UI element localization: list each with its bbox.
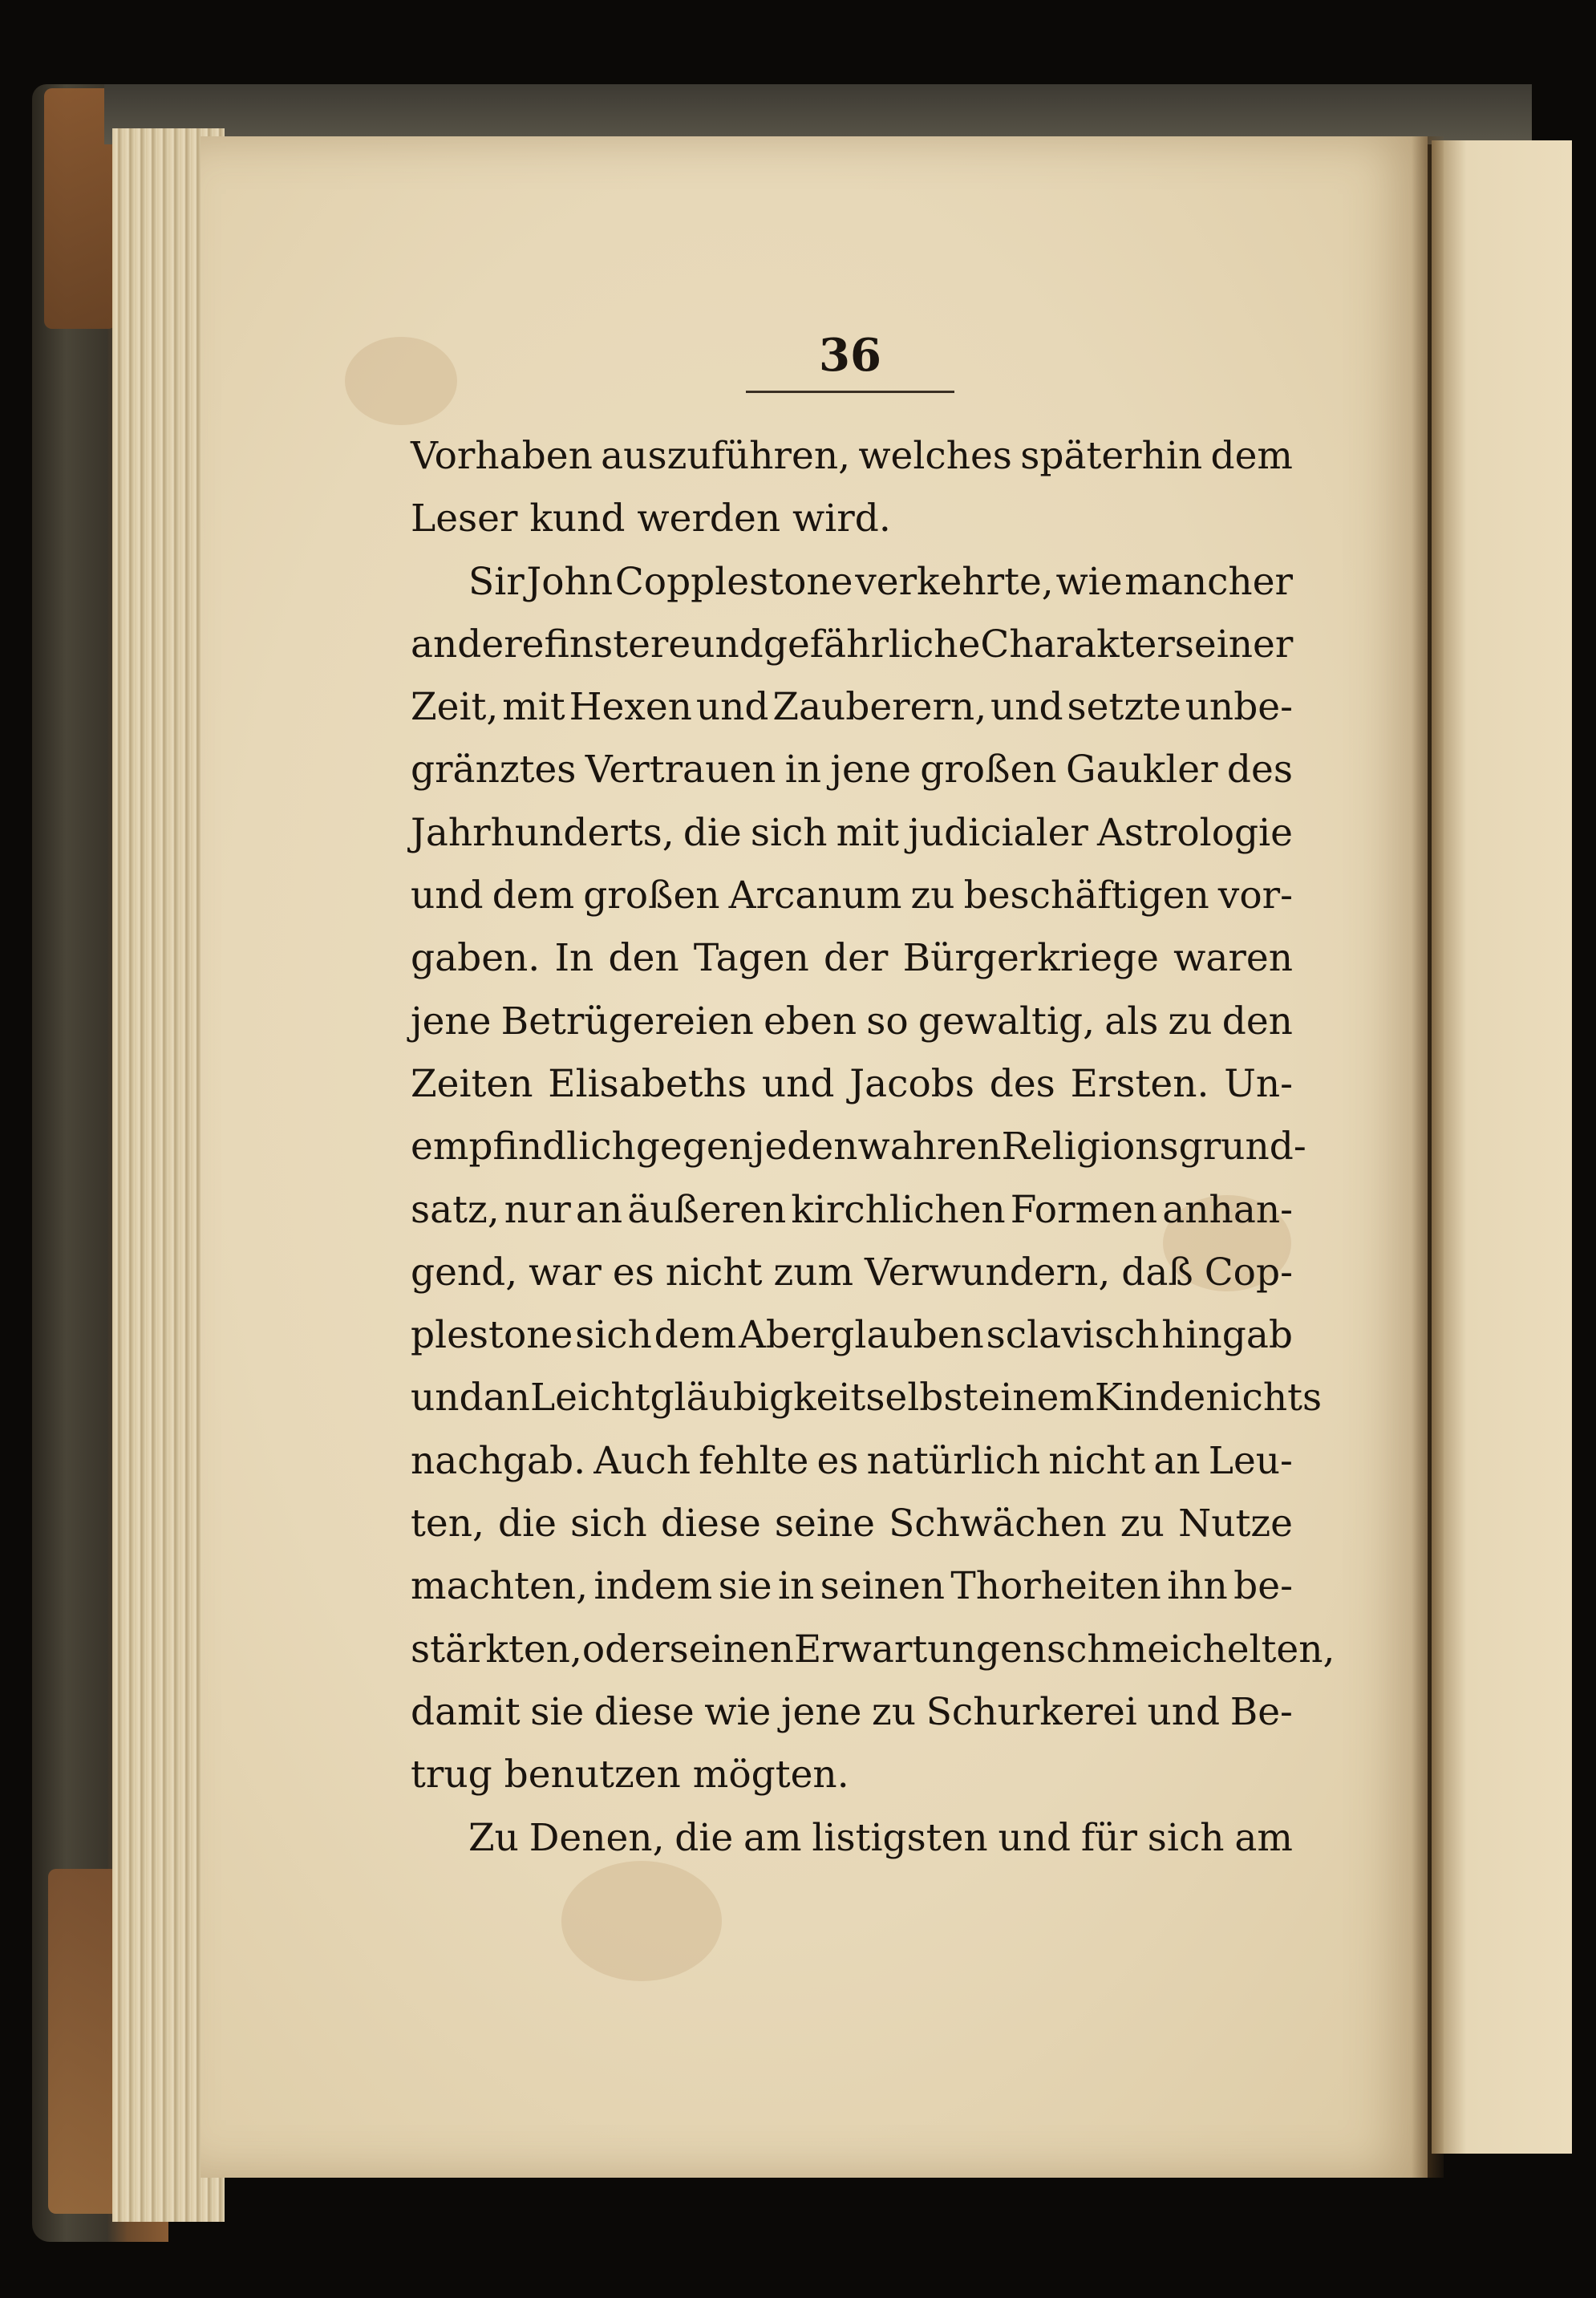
word: jene <box>411 999 492 1044</box>
text-line <box>411 488 1293 550</box>
word: mancher <box>1124 559 1293 604</box>
word: sich <box>750 810 828 855</box>
text-line <box>411 1367 1323 1429</box>
foxing-stain <box>561 1861 722 1981</box>
word: setzte <box>1067 685 1181 730</box>
word: am <box>743 1815 802 1860</box>
word: und <box>761 1061 835 1106</box>
word: gaben. <box>411 936 541 981</box>
word: beschäftigen <box>963 873 1209 918</box>
word: an <box>483 1376 530 1421</box>
word: und <box>691 622 764 667</box>
word: sich <box>570 1502 647 1546</box>
text-line <box>411 1242 1293 1304</box>
word: gewaltig, <box>917 999 1096 1044</box>
text-line <box>411 614 1293 676</box>
word: gränztes <box>411 748 577 792</box>
word: Charakter <box>980 622 1175 667</box>
word: Zauberern, <box>772 685 987 730</box>
word: Vorhaben <box>411 434 593 478</box>
word: sie <box>530 1689 585 1734</box>
word: äußeren <box>627 1187 787 1232</box>
text-line-content: trug benutzen mögten. <box>411 1753 849 1797</box>
word: am <box>1234 1815 1293 1860</box>
word: späterhin <box>1020 434 1203 478</box>
word: die <box>674 1815 734 1860</box>
word: In <box>554 936 594 981</box>
word: großen <box>920 748 1057 792</box>
page-number: 36 <box>819 329 881 382</box>
word: nur <box>504 1187 571 1232</box>
word: dem <box>492 873 575 918</box>
text-line <box>411 1744 1293 1806</box>
word: ihn <box>1167 1564 1228 1609</box>
word: Be- <box>1229 1689 1293 1734</box>
word: damit <box>411 1689 521 1734</box>
word: des <box>1226 748 1293 792</box>
text-line <box>411 1807 1293 1870</box>
word: seinen <box>669 1627 794 1672</box>
word: seine <box>774 1502 875 1546</box>
word: dem <box>1210 434 1293 478</box>
text-line <box>411 676 1293 739</box>
word: und <box>990 685 1063 730</box>
word: dem <box>654 1313 737 1358</box>
text-line <box>411 1681 1293 1744</box>
text-line <box>411 1430 1293 1493</box>
word: als <box>1104 999 1159 1044</box>
word: es <box>612 1250 654 1295</box>
text-line <box>411 927 1293 990</box>
word: einem <box>978 1376 1095 1421</box>
word: Ersten. <box>1070 1061 1209 1106</box>
word: nicht <box>1048 1438 1146 1483</box>
word: John <box>526 559 614 604</box>
word: finstere <box>544 622 691 667</box>
word: seiner <box>1174 622 1294 667</box>
word: sich <box>1147 1815 1225 1860</box>
text-line <box>411 1116 1306 1178</box>
text-line <box>411 1493 1293 1555</box>
word: ten, <box>411 1502 484 1546</box>
word: zum <box>773 1250 854 1295</box>
word: indem <box>593 1564 713 1609</box>
word: in <box>784 748 822 792</box>
word: die <box>683 810 742 855</box>
word: mit <box>502 685 565 730</box>
word: für <box>1080 1815 1138 1860</box>
text-line <box>411 865 1293 927</box>
word: Thorheiten <box>950 1564 1161 1609</box>
word: zu <box>872 1689 917 1734</box>
word: Leu- <box>1208 1438 1293 1483</box>
word: zu <box>1120 1502 1165 1546</box>
word: waren <box>1173 936 1293 981</box>
page-number-rule <box>746 391 954 393</box>
word: zu <box>910 873 955 918</box>
word: Jahrhunderts, <box>411 810 674 855</box>
word: jene <box>830 748 911 792</box>
word: sie <box>718 1564 772 1609</box>
word: Cop- <box>1204 1250 1293 1295</box>
word: daß <box>1121 1250 1193 1295</box>
word: Hexen <box>569 685 692 730</box>
word: Aberglauben <box>738 1313 984 1358</box>
word: an <box>1153 1438 1201 1483</box>
body-text <box>411 425 1335 1870</box>
word: machten, <box>411 1564 589 1609</box>
text-line <box>411 1555 1293 1618</box>
word: gend, <box>411 1250 518 1295</box>
word: Gaukler <box>1065 748 1218 792</box>
word: oder <box>581 1627 670 1672</box>
word: selbst <box>865 1376 978 1421</box>
leather-corner-bottom <box>48 1869 120 2214</box>
foxing-stain <box>345 337 457 425</box>
text-line <box>411 739 1293 801</box>
word: plestone <box>411 1313 573 1358</box>
word: Religionsgrund- <box>1001 1125 1306 1169</box>
word: Kinde <box>1094 1376 1206 1421</box>
word: nichts <box>1205 1376 1323 1421</box>
word: Astrologie <box>1096 810 1293 855</box>
book-cover-top-edge <box>104 84 1532 144</box>
word: Nutze <box>1178 1502 1293 1546</box>
word: in <box>777 1564 815 1609</box>
word: Bürgerkriege <box>902 936 1159 981</box>
text-line <box>411 1053 1293 1116</box>
word: den <box>1221 999 1293 1044</box>
word: Schurkerei <box>926 1689 1137 1734</box>
text-line <box>411 1619 1335 1681</box>
word: der <box>824 936 889 981</box>
word: Copplestone <box>614 559 853 604</box>
word: listigsten <box>812 1815 988 1860</box>
word: und <box>1147 1689 1221 1734</box>
text-line <box>411 991 1293 1053</box>
text-line <box>411 1304 1293 1367</box>
word: großen <box>583 873 720 918</box>
word: unbe- <box>1185 685 1293 730</box>
word: wie <box>1055 559 1123 604</box>
word: stärkten, <box>411 1627 582 1672</box>
word: Denen, <box>529 1815 665 1860</box>
word: Auch <box>593 1438 691 1483</box>
word: natürlich <box>866 1438 1041 1483</box>
word: mit <box>836 810 900 855</box>
word: Leichtgläubigkeit <box>529 1376 866 1421</box>
word: und <box>695 685 769 730</box>
text-line <box>411 802 1293 865</box>
word: wahren <box>857 1125 1002 1169</box>
word: Betrügereien <box>500 999 754 1044</box>
word: wie <box>704 1689 772 1734</box>
facing-page <box>1432 140 1572 2154</box>
word: satz, <box>411 1187 500 1232</box>
word: empfindlich <box>411 1125 636 1169</box>
word: sich <box>575 1313 652 1358</box>
word: Arcanum <box>728 873 902 918</box>
word: Schwächen <box>889 1502 1107 1546</box>
word: vor- <box>1217 873 1293 918</box>
word: gefährliche <box>763 622 981 667</box>
word: zu <box>1168 999 1213 1044</box>
word: und <box>411 873 484 918</box>
word: Verwundern, <box>865 1250 1111 1295</box>
word: und <box>411 1376 484 1421</box>
word: Formen <box>1010 1187 1158 1232</box>
word: judicialer <box>908 810 1088 855</box>
word: Zu <box>468 1815 519 1860</box>
word: nachgab. <box>411 1438 586 1483</box>
text-line <box>411 551 1293 614</box>
word: Vertrauen <box>585 748 776 792</box>
word: die <box>498 1502 557 1546</box>
word: anhan- <box>1162 1187 1293 1232</box>
word: an <box>575 1187 623 1232</box>
word: eben <box>764 999 857 1044</box>
word: sclavisch <box>986 1313 1160 1358</box>
text-line <box>411 425 1293 488</box>
word: auszuführen, <box>601 434 851 478</box>
word: Elisabeths <box>548 1061 747 1106</box>
word: kirchlichen <box>791 1187 1006 1232</box>
word: fehlte <box>699 1438 809 1483</box>
text-line-content: Leser kund werden wird. <box>411 496 891 541</box>
word: nicht <box>665 1250 763 1295</box>
word: den <box>608 936 679 981</box>
word: Jacobs <box>849 1061 974 1106</box>
word: so <box>866 999 909 1044</box>
word: welches <box>858 434 1012 478</box>
word: Erwartungen <box>793 1627 1047 1672</box>
word: diese <box>593 1689 695 1734</box>
word: Zeit, <box>411 685 499 730</box>
word: des <box>989 1061 1055 1106</box>
page-gutter <box>1412 136 1444 2178</box>
word: gegen <box>635 1125 753 1169</box>
word: jeden <box>752 1125 858 1169</box>
word: andere <box>411 622 545 667</box>
word: Sir <box>468 559 525 604</box>
word: Zeiten <box>411 1061 533 1106</box>
word: schmeichelten, <box>1046 1627 1335 1672</box>
word: verkehrte, <box>855 559 1054 604</box>
text-line <box>411 1179 1293 1242</box>
word: Un- <box>1224 1061 1293 1106</box>
word: seinen <box>820 1564 945 1609</box>
word: war <box>529 1250 602 1295</box>
word: be- <box>1233 1564 1293 1609</box>
word: es <box>816 1438 859 1483</box>
word: diese <box>660 1502 761 1546</box>
word: hingab <box>1161 1313 1293 1358</box>
word: jene <box>780 1689 862 1734</box>
word: und <box>998 1815 1071 1860</box>
word: Tagen <box>693 936 809 981</box>
